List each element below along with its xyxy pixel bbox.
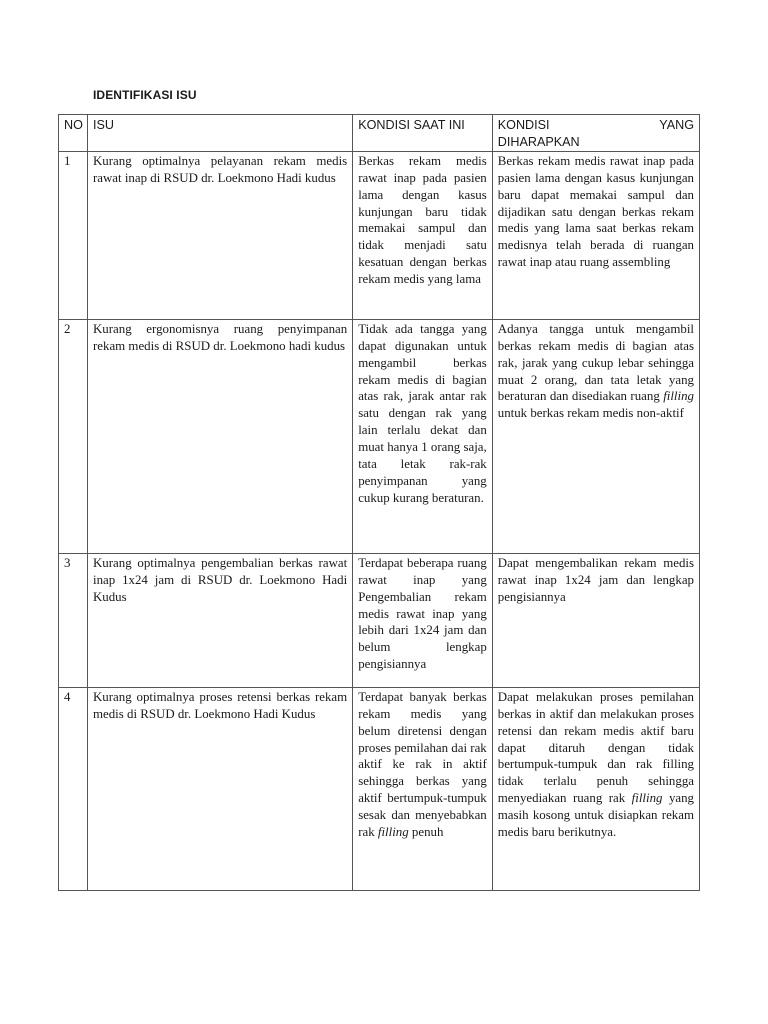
expected-text-italic: filling — [663, 389, 694, 404]
expected-text-italic: filling — [631, 791, 663, 806]
issue-cell: Kurang optimalnya pelayanan rekam medis rawat inap di RSUD dr. Loekmono Hadi kudus — [87, 151, 352, 319]
expected-condition-cell: Dapat mengembalikan rekam medis rawat inap 1x24 jam dan lengkap pengisiannya — [492, 553, 699, 687]
table-row — [59, 319, 700, 553]
issue-cell: Kurang optimalnya pengembalian berkas rawat inap 1x24 jam di RSUD dr. Loekmono Hadi Kudus — [87, 553, 352, 687]
expected-condition-cell — [492, 687, 699, 890]
issue-cell: Kurang ergonomisnya ruang penyimpanan rekam medis di RSUD dr. Loekmono hadi kudus — [87, 319, 352, 553]
table-row — [59, 553, 700, 687]
current-condition-cell: Terdapat beberapa ruang rawat inap yang Pengembalian rekam medis rawat inap yang lebih dari 1x24 jam dan belum lengkap pengisiannya — [353, 553, 493, 687]
row-number: 1 — [59, 151, 88, 319]
current-condition-cell — [353, 687, 493, 890]
page-heading: IDENTIFIKASI ISU — [93, 88, 197, 102]
table-row — [59, 687, 700, 890]
current-text-part: penuh — [408, 825, 444, 840]
table-header-row — [59, 115, 700, 152]
expected-condition-cell — [492, 319, 699, 553]
current-text-italic: filling — [377, 825, 409, 840]
header-kondisi-diharapkan-word1: KONDISI — [497, 118, 550, 132]
header-no: NO — [59, 115, 88, 152]
header-kondisi-diharapkan-line2: DIHARAPKAN — [497, 134, 580, 149]
header-isu: ISU — [87, 115, 352, 152]
expected-text-part: yang masih kosong untuk disiapkan rekam medis baru berikutnya. — [497, 791, 694, 840]
current-condition-cell: Tidak ada tangga yang dapat digunakan untuk mengambil berkas rekam medis di bagian atas rak, jarak antar rak satu dengan rak yang lain terlalu dekat dan muat hanya 1 orang saja, tata letak rak-rak penyimpanan yang cukup kurang beraturan. — [353, 319, 493, 553]
issue-cell: Kurang optimalnya proses retensi berkas rekam medis di RSUD dr. Loekmono Hadi Kudus — [87, 687, 352, 890]
expected-text-part: untuk berkas rekam medis non-aktif — [497, 406, 684, 421]
current-text-part: Terdapat banyak berkas rekam medis yang belum diretensi dengan proses pemilahan dai rak aktif ke rak in aktif sehingga berkas yang aktif bertumpuk-tumpuk sesak dan menyebabkan rak — [358, 689, 487, 840]
header-kondisi-saat-ini: KONDISI SAAT INI — [353, 115, 493, 152]
expected-condition-cell: Berkas rekam medis rawat inap pada pasien lama dengan kasus kunjungan baru dapat memakai sampul dan dijadikan satu dengan berkas rekam medis yang lama saat berkas rekam medisnya telah berada di ruangan rawat inap atau ruang assembling — [492, 151, 699, 319]
current-condition-cell: Berkas rekam medis rawat inap pada pasien lama dengan kasus kunjungan baru tidak memakai sampul dan tidak menjadi satu kesatuan dengan berkas rekam medis yang lama — [353, 151, 493, 319]
row-number: 2 — [59, 319, 88, 553]
table-row — [59, 151, 700, 319]
header-kondisi-diharapkan — [492, 115, 699, 152]
row-number: 3 — [59, 553, 88, 687]
expected-text-part: Adanya tangga untuk mengambil berkas rekam medis di bagian atas rak, jarak yang cukup lebar sehingga muat 2 orang, dan tata letak yang beraturan dan disediakan ruang — [497, 321, 694, 404]
header-kondisi-diharapkan-word2: YANG — [659, 118, 694, 132]
issue-identification-table — [58, 114, 700, 891]
expected-text-part: Dapat melakukan proses pemilahan berkas in aktif dan melakukan proses retensi dan rekam medis aktif baru dapat ditaruh dengan tidak bertumpuk-tumpuk dan rak filling tidak terlalu penuh sehingga menyediakan ruang rak — [497, 689, 694, 806]
row-number: 4 — [59, 687, 88, 890]
